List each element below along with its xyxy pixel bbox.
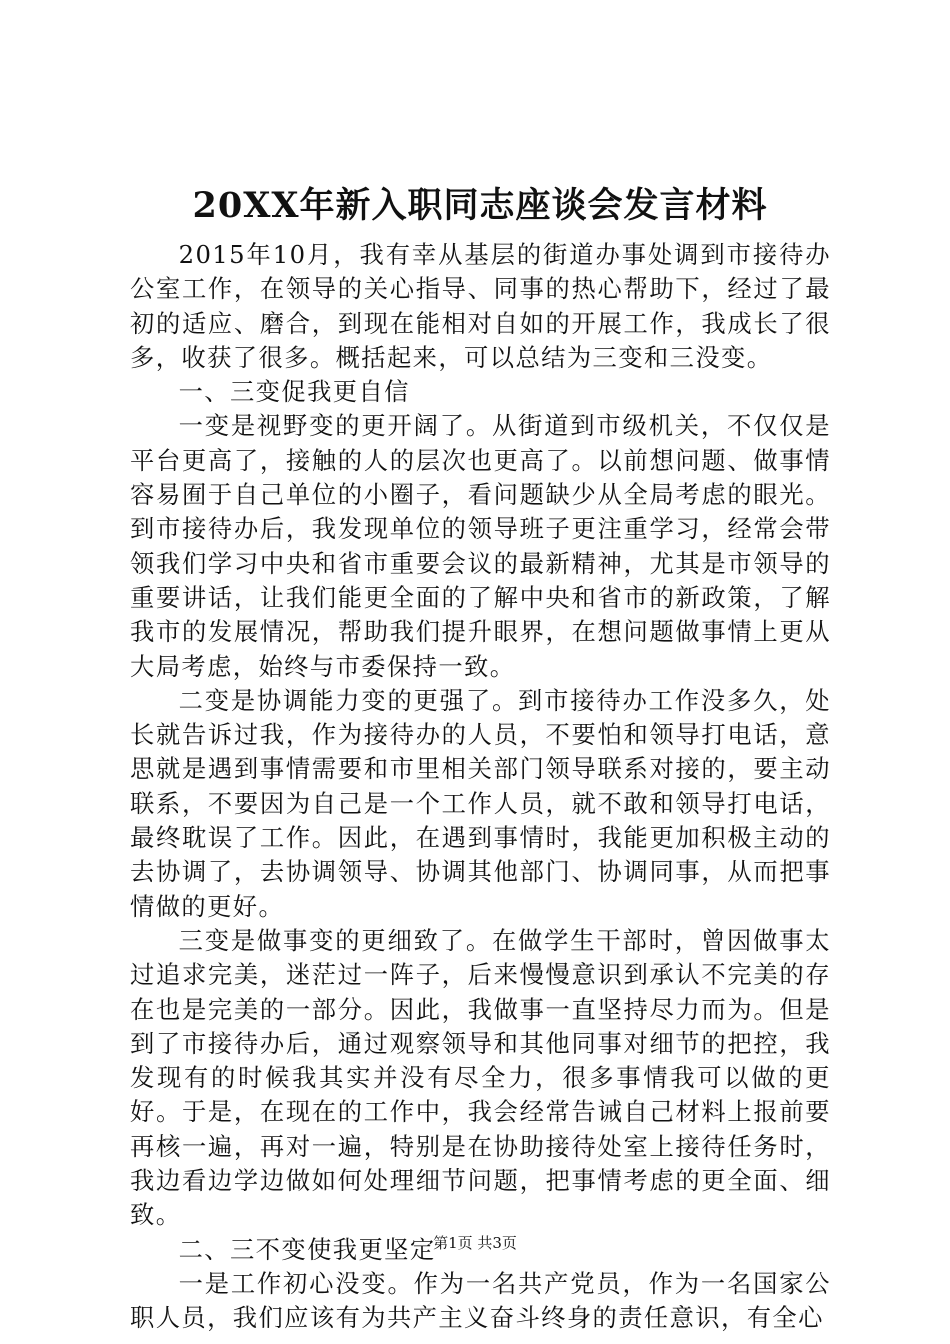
paragraph-change-2: 二变是协调能力变的更强了。到市接待办工作没多久，处长就告诉过我，作为接待办的人员，不要怕和领导打电话，意思就是遇到事情需要和市里相关部门领导联系对接的，要主动联系，不要因为自己是一个工作人员，就不敢和领导打电话，最终耽误了工作。因此，在遇到事情时，我能更加积极主动的去协调了，去协调领导、协调其他部门、协调同事，从而把事情做的更好。 [130,685,831,921]
paragraph-change-1: 一变是视野变的更开阔了。从街道到市级机关，不仅仅是平台更高了，接触的人的层次也更高了。以前想问题、做事情容易囿于自己单位的小圈子，看问题缺少从全局考虑的眼光。到市接待办后，我发现单位的领导班子更注重学习，经常会带领我们学习中央和省市重要会议的最新精神，尤其是市领导的重要讲话，让我们能更全面的了解中央和省市的新政策，了解我市的发展情况，帮助我们提升眼界，在想问题做事情上更从大局考虑，始终与市委保持一致。 [130,411,831,681]
section-heading-2: 二、三不变使我更坚定 [178,1234,436,1264]
page-footer: 第1页 共3页 [433,1234,517,1252]
document-body [130,238,831,1336]
paragraph-unchanged-1: 一是工作初心没变。作为一名共产党员，作为一名国家公职人员，我们应该有为共产主义奋斗终身的责任意识，有全心 [130,1268,831,1333]
paragraph-change-3: 三变是做事变的更细致了。在做学生干部时，曾因做事太过追求完美，迷茫过一阵子，后来慢慢意识到承认不完美的存在也是完美的一部分。因此，我做事一直坚持尽力而为。但是到了市接待办后，通过观察领导和其他同事对细节的把控，我发现有的时候我其实并没有尽全力，很多事情我可以做的更好。于是，在现在的工作中，我会经常告诫自己材料上报前要再核一遍，再对一遍，特别是在协助接待处室上接待任务时，我边看边学边做如何处理细节问题，把事情考虑的更全面、细致。 [130,925,831,1230]
section-heading-1: 一、三变促我更自信 [178,377,410,407]
paragraph-intro: 2015年10月，我有幸从基层的街道办事处调到市接待办公室工作，在领导的关心指导、同事的热心帮助下，经过了最初的适应、磨合，到现在能相对自如的开展工作，我成长了很多，收获了很多。概括起来，可以总结为三变和三没变。 [130,240,831,372]
document-title: 20XX年新入职同志座谈会发言材料 [192,185,768,226]
